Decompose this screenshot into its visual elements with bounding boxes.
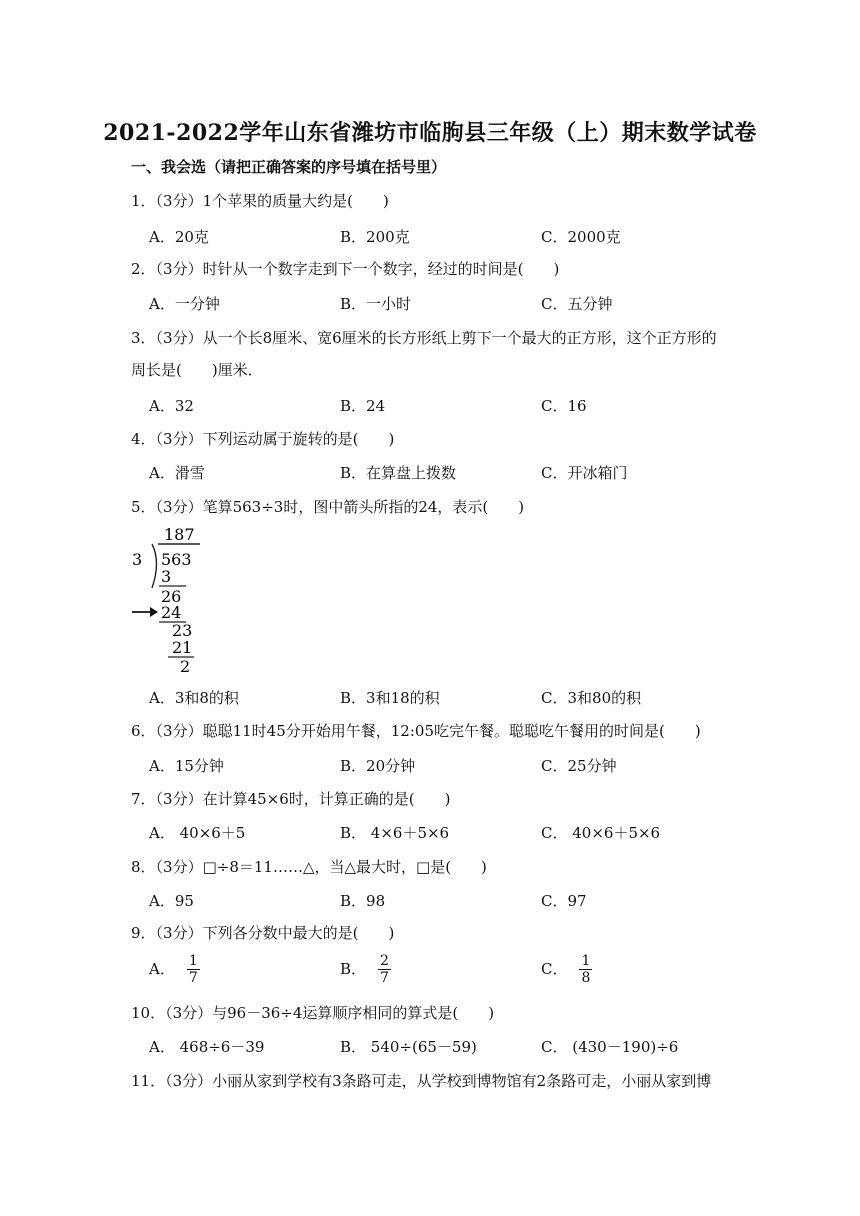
question-2: 2．（3分）时针从一个数字走到下一个数字，经过的时间是( )	[131, 260, 560, 278]
fraction-numerator: 1	[581, 953, 591, 969]
q10-option-c: C． (430－190)÷6	[541, 1038, 679, 1056]
q10-option-b: B． 540÷(65－59)	[340, 1038, 477, 1056]
q5-option-b: B．3和18的积	[340, 689, 440, 707]
q9-option-a-label: A．	[149, 959, 175, 978]
question-3: 3．（3分）从一个长8厘米、宽6厘米的长方形纸上剪下一个最大的正方形，这个正方形的	[131, 329, 717, 347]
q2-option-c: C．五分钟	[541, 295, 613, 313]
fraction-numerator: 1	[188, 953, 198, 969]
question-10: 10．（3分）与96－36÷4运算顺序相同的算式是( )	[131, 1004, 495, 1022]
question-8: 8．（3分）□÷8＝11……△，当△最大时，□是( )	[131, 858, 487, 876]
q3-option-b: B．24	[340, 397, 386, 415]
q7-option-a: A． 40×6＋5	[149, 824, 246, 842]
q6-option-c: C．25分钟	[541, 757, 617, 775]
fraction-2-7	[378, 953, 391, 986]
section-heading: 一、我会选（请把正确答案的序号填在括号里）	[131, 158, 447, 176]
question-1: 1．（3分）1个苹果的质量大约是( )	[131, 192, 389, 210]
fraction-1-7	[187, 953, 200, 986]
q2-option-a: A．一分钟	[149, 295, 220, 313]
q6-option-a: A．15分钟	[149, 757, 224, 775]
q9-option-b	[340, 953, 391, 986]
question-11: 11．（3分）小丽从家到学校有3条路可走，从学校到博物馆有2条路可走，小丽从家到博	[131, 1072, 712, 1090]
q9-option-c-label: C．	[541, 959, 568, 978]
q4-option-c: C．开冰箱门	[541, 464, 628, 482]
division-step-5: 21	[172, 638, 193, 657]
fraction-1-8	[579, 953, 592, 986]
q7-option-b: B． 4×6＋5×6	[340, 824, 450, 842]
q2-option-b: B．一小时	[340, 295, 412, 313]
fraction-denominator: 7	[188, 970, 198, 986]
q6-option-b: B．20分钟	[340, 757, 416, 775]
q4-option-b: B．在算盘上拨数	[340, 464, 457, 482]
question-4: 4．（3分）下列运动属于旋转的是( )	[131, 430, 395, 448]
division-step-1: 3	[161, 567, 172, 586]
q5-option-a: A．3和8的积	[149, 689, 239, 707]
division-step-6: 2	[180, 657, 191, 676]
q9-option-a	[149, 953, 200, 986]
division-divisor: 3	[132, 550, 143, 569]
division-step-4: 23	[172, 621, 193, 640]
q8-option-a: A．95	[149, 892, 194, 910]
question-9: 9．（3分）下列各分数中最大的是( )	[131, 924, 395, 942]
q10-option-a: A． 468÷6－39	[149, 1038, 265, 1056]
q3-option-c: C．16	[541, 397, 587, 415]
q1-option-b: B．200克	[340, 228, 410, 246]
q9-option-c	[541, 953, 592, 986]
division-step-2: 26	[161, 587, 182, 606]
question-5: 5．（3分）笔算563÷3时，图中箭头所指的24，表示( )	[131, 498, 525, 516]
q9-option-b-label: B．	[340, 959, 367, 978]
long-division-figure	[128, 522, 208, 678]
q1-option-a: A．20克	[149, 228, 209, 246]
fraction-numerator: 2	[380, 953, 389, 969]
question-6: 6．（3分）聪聪11时45分开始用午餐，12:05吃完午餐。聪聪吃午餐用的时间是( )	[131, 722, 701, 740]
fraction-denominator: 7	[380, 970, 389, 986]
division-step-3: 24	[161, 603, 182, 622]
fraction-denominator: 8	[581, 970, 591, 986]
arrow-icon	[132, 607, 158, 617]
page-title: 2021-2022学年山东省潍坊市临朐县三年级（上）期末数学试卷	[103, 120, 757, 146]
question-7: 7．（3分）在计算45×6时，计算正确的是( )	[131, 790, 451, 808]
q5-option-c: C．3和80的积	[541, 689, 642, 707]
q7-option-c: C． 40×6＋5×6	[541, 824, 661, 842]
q3-option-a: A．32	[149, 397, 194, 415]
question-3-line2: 周长是( )厘米．	[131, 361, 263, 379]
q8-option-b: B．98	[340, 892, 386, 910]
q8-option-c: C．97	[541, 892, 587, 910]
q4-option-a: A．滑雪	[149, 464, 205, 482]
division-dividend: 563	[161, 550, 192, 569]
division-quotient: 187	[164, 525, 195, 544]
q1-option-c: C．2000克	[541, 228, 621, 246]
